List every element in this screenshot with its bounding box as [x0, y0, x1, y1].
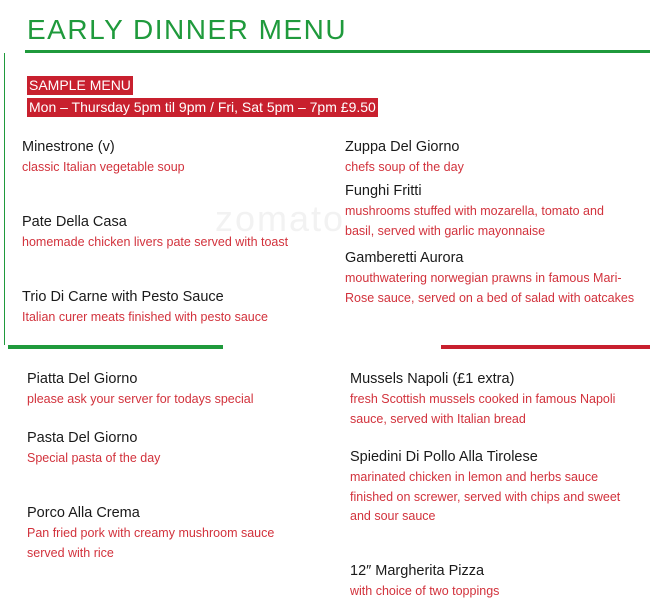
item-name: Mussels Napoli (£1 extra)	[350, 371, 515, 387]
weekend-label: Fri, Sat	[217, 99, 263, 115]
item-description: chefs soup of the day	[345, 160, 464, 174]
section-divider-green	[8, 345, 223, 349]
weekend-hours: 5pm – 7pm	[262, 99, 341, 115]
item-description: mouthwatering norwegian prawns in famous Mari-Rose sauce, served on a bed of salad with oatcakes	[345, 271, 635, 305]
menu-item-porco-alla-crema	[27, 504, 307, 563]
item-name: Zuppa Del Giorno	[345, 139, 460, 155]
item-name: Pasta Del Giorno	[27, 430, 138, 446]
left-border-line	[4, 53, 5, 345]
sample-menu-label: SAMPLE MENU	[29, 77, 131, 93]
item-description: Special pasta of the day	[27, 451, 161, 465]
hours-price-banner	[27, 98, 378, 117]
item-description: please ask your server for todays special	[27, 392, 254, 406]
sample-menu-banner	[27, 76, 133, 95]
menu-item-trio-di-carne	[22, 288, 332, 328]
watermark: zomato	[215, 198, 346, 239]
item-name: Porco Alla Crema	[27, 505, 140, 521]
menu-item-funghi-fritti	[345, 182, 635, 241]
section-divider-red	[441, 345, 650, 349]
item-name: Spiedini Di Pollo Alla Tirolese	[350, 449, 538, 465]
item-description: classic Italian vegetable soup	[22, 160, 185, 174]
weekday-hours: 5pm til 9pm /	[129, 99, 218, 115]
item-name: Minestrone (v)	[22, 139, 115, 155]
menu-item-gamberetti-aurora	[345, 249, 635, 308]
item-description: homemade chicken livers pate served with toast	[22, 235, 289, 249]
item-description: marinated chicken in lemon and herbs sauce finished on screwer, served with chips and sweet and sour sauce	[350, 470, 621, 523]
item-description: Italian curer meats finished with pesto sauce	[22, 310, 268, 324]
menu-item-spiedini-di-pollo	[350, 448, 630, 527]
menu-item-piatta-del-giorno	[27, 370, 327, 410]
item-name: Piatta Del Giorno	[27, 371, 138, 387]
item-name: Gamberetti Aurora	[345, 250, 464, 266]
page-title: EARLY DINNER MENU	[27, 14, 348, 45]
menu-item-margherita-pizza	[350, 562, 640, 602]
weekday-label: Mon – Thursday	[29, 99, 130, 115]
item-description: Pan fried pork with creamy mushroom sauce served with rice	[27, 526, 275, 560]
item-name: Funghi Fritti	[345, 183, 422, 199]
price: £9.50	[340, 99, 376, 115]
item-description: with choice of two toppings	[350, 584, 500, 598]
item-description: fresh Scottish mussels cooked in famous Napoli sauce, served with Italian bread	[350, 392, 616, 426]
menu-item-pate-della-casa	[22, 213, 332, 253]
item-name: Pate Della Casa	[22, 214, 127, 230]
menu-item-mussels-napoli	[350, 370, 640, 429]
item-name: Trio Di Carne with Pesto Sauce	[22, 289, 224, 305]
item-description: mushrooms stuffed with mozarella, tomato and basil, served with garlic mayonnaise	[345, 204, 604, 238]
menu-item-minestrone	[22, 138, 332, 178]
title-underline	[25, 50, 650, 53]
menu-item-zuppa-del-giorno	[345, 138, 635, 178]
item-name: 12″ Margherita Pizza	[350, 563, 485, 579]
menu-item-pasta-del-giorno	[27, 429, 327, 469]
